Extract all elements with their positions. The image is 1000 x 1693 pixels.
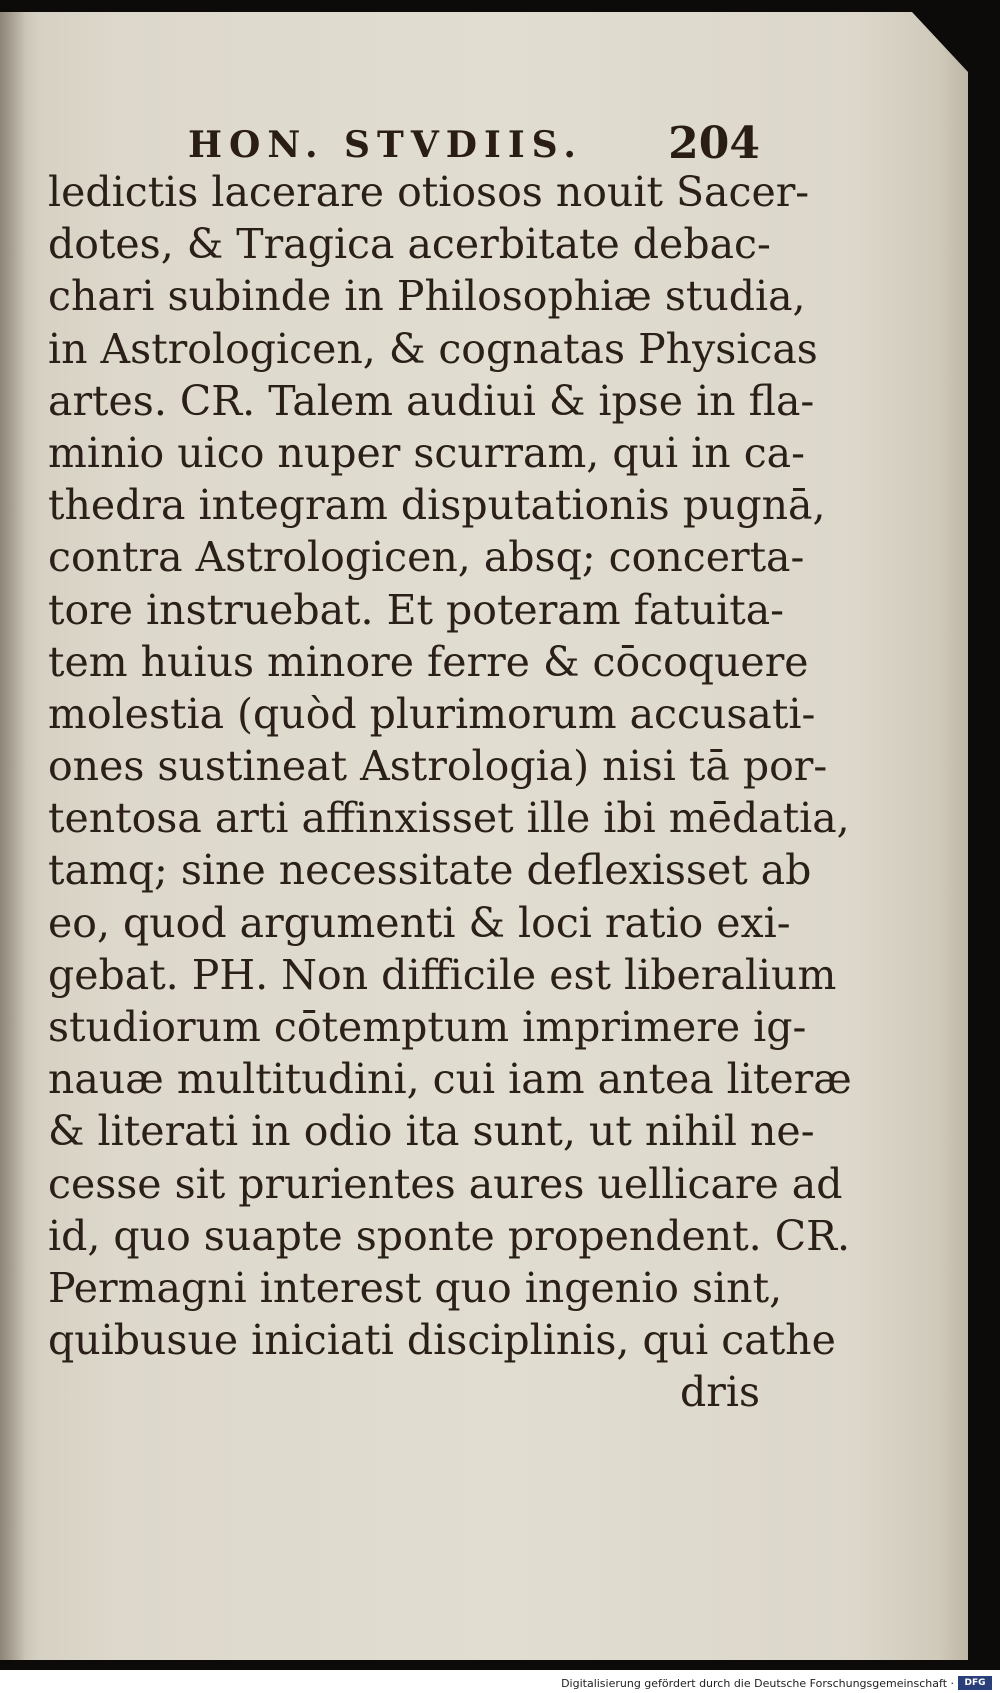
text-line: tentosa arti affinxisset ille ibi mēdatia, — [48, 794, 850, 843]
body-text — [48, 166, 852, 1419]
text-line: contra Astrologicen, absq; concerta- — [48, 533, 805, 582]
text-line: artes. CR. Talem audiui & ipse in fla- — [48, 376, 815, 425]
catchword: dris — [680, 1368, 760, 1417]
text-line: eo, quod argumenti & loci ratio exi- — [48, 898, 791, 947]
text-line: ones sustineat Astrologia) nisi tā por- — [48, 742, 828, 791]
text-line: minio uico nuper scurram, qui in ca- — [48, 428, 805, 477]
funding-credit: Digitalisierung gefördert durch die Deutsche Forschungsgemeinschaft · — [561, 1677, 954, 1690]
text-line: in Astrologicen, & cognatas Physicas — [48, 324, 818, 373]
text-line: tore instruebat. Et poteram fatuita- — [48, 585, 785, 634]
text-line: gebat. PH. Non difficile est liberalium — [48, 950, 837, 999]
gutter-shadow — [0, 12, 26, 1660]
text-line: studiorum cōtemptum imprimere ig- — [48, 1003, 807, 1051]
page-number: 204 — [668, 118, 760, 169]
text-line: tem huius minore ferre & cōcoquere — [48, 637, 809, 686]
dfg-logo: DFG — [958, 1676, 992, 1690]
text-line: chari subinde in Philosophiæ studia, — [48, 272, 806, 321]
text-line: nauæ multitudini, cui iam antea literæ — [48, 1055, 852, 1104]
footer-bar — [0, 1675, 1000, 1693]
text-line: molestia (quòd plurimorum accusati- — [48, 689, 816, 738]
text-line: tamq; sine necessitate deflexisset ab — [48, 846, 812, 895]
text-line: ledictis lacerare otiosos nouit Sacer- — [48, 168, 810, 216]
text-line: dotes, & Tragica acerbitate debac- — [48, 220, 771, 269]
text-line: Permagni interest quo ingenio sint, — [48, 1263, 783, 1312]
text-line: quibusue iniciati disciplinis, qui cathe — [48, 1316, 836, 1365]
text-line: cesse sit prurientes aures uellicare ad — [48, 1159, 843, 1208]
running-head: HON. STVDIIS. — [188, 124, 583, 166]
text-line: & literati in odio ita sunt, ut nihil ne- — [48, 1107, 815, 1156]
text-line: thedra integram disputationis pugnā, — [48, 481, 826, 530]
text-line: id, quo suapte sponte propendent. CR. — [48, 1211, 851, 1260]
